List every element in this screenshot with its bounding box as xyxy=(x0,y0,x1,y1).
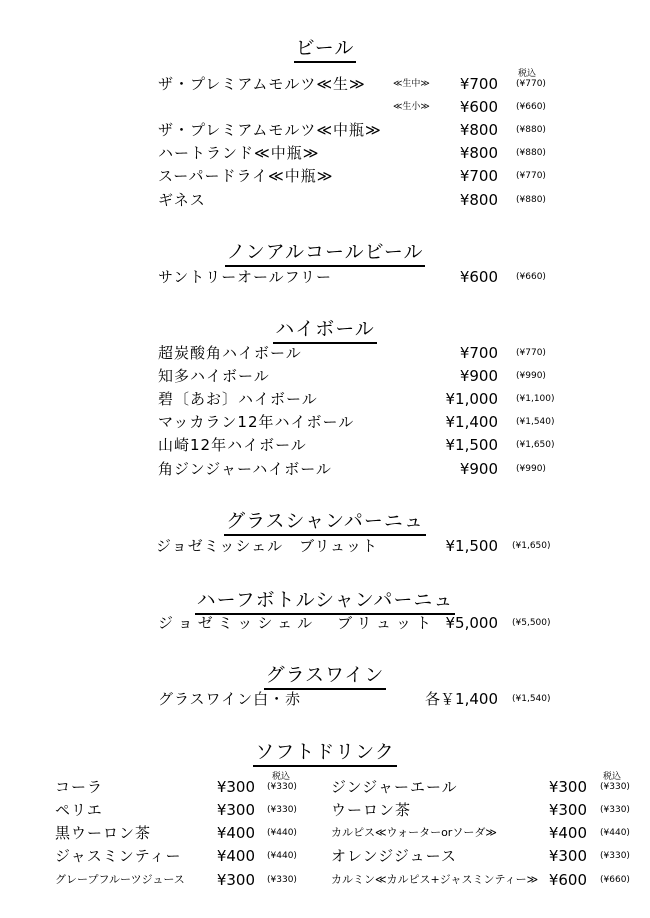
menu-row: マッカラン12年ハイボール ¥1,400 (¥1,540) xyxy=(158,413,555,431)
section-title-glass-wine: グラスワイン xyxy=(0,663,650,690)
menu-row: ザ・プレミアムモルツ≪中瓶≫ ¥800 (¥880) xyxy=(158,121,546,139)
section-title-soft-drinks: ソフトドリンク xyxy=(0,740,650,767)
menu-row: 超炭酸角ハイボール ¥700 (¥770) xyxy=(158,344,546,362)
section-title-glass-champagne: グラスシャンパーニュ xyxy=(0,509,650,536)
menu-row: スーパードライ≪中瓶≫ ¥700 (¥770) xyxy=(158,167,546,185)
tax-included-label: 税込 xyxy=(518,69,537,79)
section-title-nonalcohol: ノンアルコールビール xyxy=(0,240,650,267)
tax-included-label: 税込 xyxy=(603,772,622,782)
section-title-half-bottle-champagne: ハーフボトルシャンパーニュ xyxy=(0,588,650,615)
section-title-beer: ビール xyxy=(0,36,650,63)
menu-row: ギネス ¥800 (¥880) xyxy=(158,191,546,209)
menu-row: ジョゼミッシェル ブリュット ¥5,000 (¥5,500) xyxy=(158,614,551,632)
menu-row: ジョゼミッシェル ブリュット ¥1,500 (¥1,650) xyxy=(156,537,551,555)
menu-row: サントリーオールフリー ¥600 (¥660) xyxy=(158,268,546,286)
soft-drink-row: カルミン≪カルピス+ジャスミンティー≫ ¥600 (¥660) xyxy=(331,871,630,889)
soft-drink-row: カルピス≪ウォーターorソーダ≫ ¥400 (¥440) xyxy=(331,824,630,842)
soft-drink-row: ジンジャーエール ¥300 (¥330) xyxy=(331,778,630,796)
menu-row: 角ジンジャーハイボール ¥900 (¥990) xyxy=(158,460,546,478)
tax-included-label: 税込 xyxy=(272,772,291,782)
menu-row: ハートランド≪中瓶≫ ¥800 (¥880) xyxy=(158,144,546,162)
menu-row: 碧〔あお〕ハイボール ¥1,000 (¥1,100) xyxy=(158,390,555,408)
menu-row: 山崎12年ハイボール ¥1,500 (¥1,650) xyxy=(158,436,555,454)
menu-row: ≪生小≫ ¥600 (¥660) xyxy=(393,98,546,116)
menu-row: グラスワイン白・赤 各￥1,400 (¥1,540) xyxy=(158,690,551,708)
soft-drink-row: ジャスミンティー ¥400 (¥440) xyxy=(55,847,297,865)
soft-drink-row: グレープフルーツジュース ¥300 (¥330) xyxy=(55,871,297,889)
soft-drink-row: 黒ウーロン茶 ¥400 (¥440) xyxy=(55,824,297,842)
section-title-highball: ハイボール xyxy=(0,317,650,344)
soft-drink-row: ウーロン茶 ¥300 (¥330) xyxy=(331,801,630,819)
soft-drink-row: ペリエ ¥300 (¥330) xyxy=(55,801,297,819)
menu-row: ザ・プレミアムモルツ≪生≫ ≪生中≫ ¥700 (¥770) xyxy=(158,75,546,93)
soft-drink-row: オレンジジュース ¥300 (¥330) xyxy=(331,847,630,865)
soft-drink-row: コーラ ¥300 (¥330) xyxy=(55,778,297,796)
menu-row: 知多ハイボール ¥900 (¥990) xyxy=(158,367,546,385)
